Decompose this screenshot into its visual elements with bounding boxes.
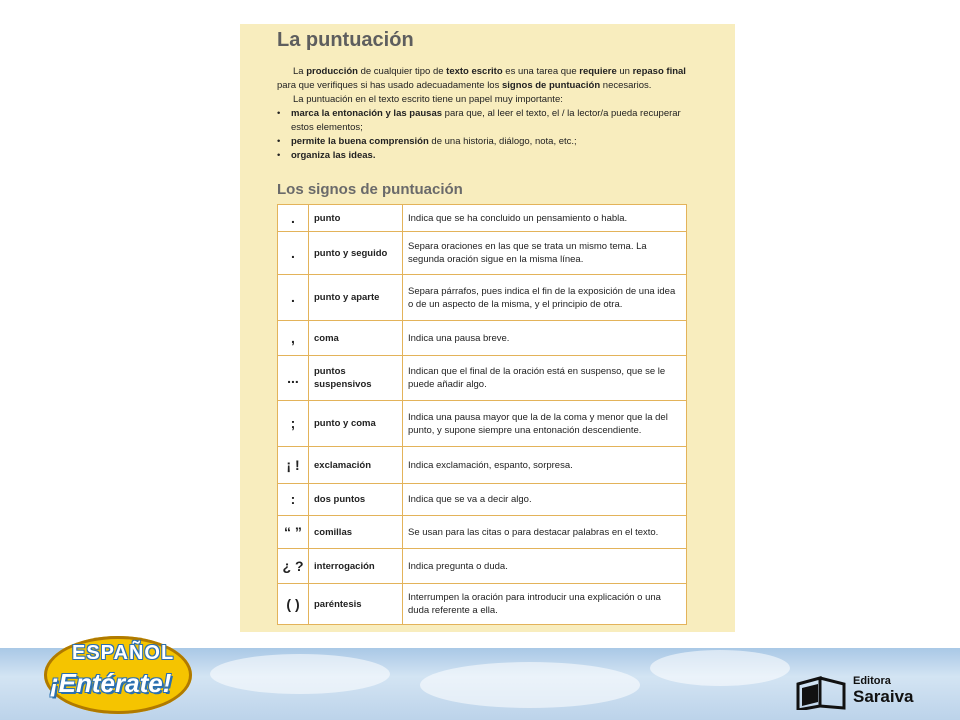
punctuation-name: punto y seguido (309, 232, 403, 275)
editora-saraiva-logo (796, 674, 936, 714)
punctuation-description: Interrumpen la oración para introducir una explicación o una duda referente a ella. (403, 584, 687, 625)
logo-bottom-text: ¡Entérate! (50, 668, 172, 698)
punctuation-name: exclamación (309, 447, 403, 484)
table-row (278, 356, 687, 401)
cloud-shape (650, 650, 790, 686)
punctuation-name: interrogación (309, 549, 403, 584)
cloud-shape (420, 662, 640, 708)
punctuation-name: dos puntos (309, 484, 403, 516)
punctuation-description: Se usan para las citas o para destacar palabras en el texto. (403, 516, 687, 549)
intro-bullet-list (277, 107, 689, 163)
logo-top-text: ESPAÑOL (72, 642, 175, 664)
punctuation-symbol: ¡ ! (278, 447, 309, 484)
punctuation-name: punto y aparte (309, 275, 403, 321)
bullet-text: organiza las ideas. (291, 150, 376, 161)
bullet-icon: • (277, 150, 281, 161)
table-row (278, 205, 687, 232)
table-row (278, 484, 687, 516)
punctuation-symbol: . (278, 232, 309, 275)
punctuation-description: Indica que se ha concluido un pensamiento o habla. (403, 205, 687, 232)
punctuation-name: puntos suspensivos (309, 356, 403, 401)
punctuation-name: punto y coma (309, 401, 403, 447)
punctuation-description: Indica exclamación, espanto, sorpresa. (403, 447, 687, 484)
publisher-name: Saraiva (853, 687, 914, 706)
intro-text (277, 65, 689, 163)
intro-paragraph-1: La producción de cualquier tipo de texto escrito es una tarea que requiere un repaso final para que verifiques si has usado adecuadamente los signos de puntuación necesarios. (277, 66, 686, 91)
bullet-icon: • (277, 136, 281, 147)
table-row (278, 516, 687, 549)
punctuation-symbol: ( ) (278, 584, 309, 625)
punctuation-symbol: ... (278, 356, 309, 401)
bullet-item (277, 149, 689, 163)
bullet-item (277, 107, 689, 135)
punctuation-symbol: : (278, 484, 309, 516)
table-row (278, 232, 687, 275)
table-row (278, 447, 687, 484)
punctuation-description: Separa oraciones en las que se trata un mismo tema. La segunda oración sigue en la misma línea. (403, 232, 687, 275)
punctuation-description: Indica que se va a decir algo. (403, 484, 687, 516)
punctuation-symbol: “ ” (278, 516, 309, 549)
punctuation-symbol: . (278, 205, 309, 232)
table-row (278, 549, 687, 584)
punctuation-description: Separa párrafos, pues indica el fin de la exposición de una idea o de un aspecto de la misma, y el principio de otra. (403, 275, 687, 321)
punctuation-name: paréntesis (309, 584, 403, 625)
punctuation-table-body (278, 205, 687, 625)
bullet-item (277, 135, 689, 149)
bullet-icon: • (277, 108, 281, 119)
intro-paragraph-2: La puntuación en el texto escrito tiene un papel muy importante: (293, 94, 563, 105)
table-row (278, 584, 687, 625)
page-title: La puntuación (277, 29, 414, 51)
punctuation-description: Indica pregunta o duda. (403, 549, 687, 584)
punctuation-description: Indican que el final de la oración está en suspenso, que se le puede añadir algo. (403, 356, 687, 401)
punctuation-symbol: ¿ ? (278, 549, 309, 584)
punctuation-name: coma (309, 321, 403, 356)
punctuation-symbol: ; (278, 401, 309, 447)
punctuation-description: Indica una pausa mayor que la de la coma y menor que la del punto, y supone siempre una entonación descendiente. (403, 401, 687, 447)
punctuation-symbol: , (278, 321, 309, 356)
section-title: Los signos de puntuación (277, 181, 463, 198)
punctuation-table (277, 204, 687, 625)
document-page (240, 24, 735, 632)
book-icon (796, 676, 848, 710)
table-row (278, 401, 687, 447)
punctuation-name: comillas (309, 516, 403, 549)
table-row (278, 321, 687, 356)
punctuation-description: Indica una pausa breve. (403, 321, 687, 356)
publisher-label: Editora (853, 675, 891, 687)
bullet-text: marca la entonación y las pausas para que, al leer el texto, el / la lector/a pueda recuperar estos elementos; (291, 108, 681, 133)
punctuation-symbol: . (278, 275, 309, 321)
punctuation-name: punto (309, 205, 403, 232)
bullet-text: permite la buena comprensión de una historia, diálogo, nota, etc.; (291, 136, 577, 147)
table-row (278, 275, 687, 321)
cloud-shape (210, 654, 390, 694)
